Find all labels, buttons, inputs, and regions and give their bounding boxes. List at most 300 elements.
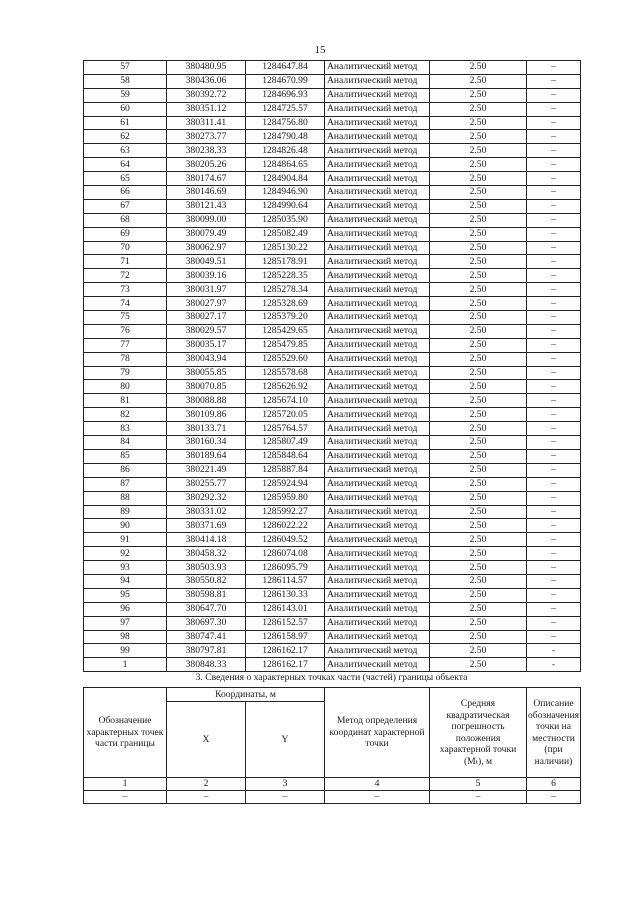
method: Аналитический метод [325, 408, 430, 422]
method: Аналитический метод [325, 602, 430, 616]
table-row [84, 394, 581, 408]
coord-y: 1286022.22 [246, 519, 325, 533]
table-cell: – [246, 790, 325, 803]
table-row [84, 602, 581, 616]
coord-x: 380070.85 [167, 380, 246, 394]
header-description: Описание обозначения точки на местности (при наличии) [527, 688, 581, 778]
coord-x: 380371.69 [167, 519, 246, 533]
table-row [84, 519, 581, 533]
point-number: 99 [84, 644, 167, 658]
coord-y: 1285529.60 [246, 352, 325, 366]
precision: 2.50 [430, 519, 527, 533]
method: Аналитический метод [325, 630, 430, 644]
method: Аналитический метод [325, 213, 430, 227]
point-number: 98 [84, 630, 167, 644]
precision: 2.50 [430, 602, 527, 616]
coord-y: 1286074.08 [246, 547, 325, 561]
table-row [84, 505, 581, 519]
point-number: 94 [84, 574, 167, 588]
coord-x: 380848.33 [167, 658, 246, 672]
description: – [527, 227, 581, 241]
header-method: Метод определения координат характерной точки [325, 688, 430, 778]
method: Аналитический метод [325, 269, 430, 283]
coord-x: 380088.88 [167, 394, 246, 408]
table-row [84, 227, 581, 241]
precision: 2.50 [430, 408, 527, 422]
precision: 2.50 [430, 311, 527, 325]
description: – [527, 324, 581, 338]
boundary-points-table [83, 60, 581, 672]
coord-y: 1286143.01 [246, 602, 325, 616]
description: - [527, 658, 581, 672]
method: Аналитический метод [325, 61, 430, 75]
coord-x: 380160.34 [167, 436, 246, 450]
coord-y: 1285278.34 [246, 283, 325, 297]
method: Аналитический метод [325, 88, 430, 102]
method: Аналитический метод [325, 463, 430, 477]
precision: 2.50 [430, 436, 527, 450]
precision: 2.50 [430, 491, 527, 505]
coord-x: 380055.85 [167, 366, 246, 380]
method: Аналитический метод [325, 352, 430, 366]
point-number: 87 [84, 477, 167, 491]
coord-y: 1285764.57 [246, 422, 325, 436]
coord-y: 1285178.91 [246, 255, 325, 269]
description: – [527, 158, 581, 172]
precision: 2.50 [430, 130, 527, 144]
table-row [84, 352, 581, 366]
description: – [527, 616, 581, 630]
table-row [84, 561, 581, 575]
coord-y: 1285429.65 [246, 324, 325, 338]
point-number: 88 [84, 491, 167, 505]
description: – [527, 533, 581, 547]
coord-x: 380027.17 [167, 311, 246, 325]
coord-x: 380503.93 [167, 561, 246, 575]
description: – [527, 588, 581, 602]
point-number: 85 [84, 449, 167, 463]
point-number: 79 [84, 366, 167, 380]
precision: 2.50 [430, 116, 527, 130]
coord-x: 380797.81 [167, 644, 246, 658]
method: Аналитический метод [325, 588, 430, 602]
description: – [527, 366, 581, 380]
method: Аналитический метод [325, 547, 430, 561]
method: Аналитический метод [325, 436, 430, 450]
precision: 2.50 [430, 588, 527, 602]
coord-x: 380292.32 [167, 491, 246, 505]
description: – [527, 102, 581, 116]
method: Аналитический метод [325, 130, 430, 144]
point-number: 82 [84, 408, 167, 422]
table-row [84, 158, 581, 172]
description: – [527, 477, 581, 491]
coord-x: 380331.02 [167, 505, 246, 519]
precision: 2.50 [430, 380, 527, 394]
description: – [527, 172, 581, 186]
coord-y: 1285130.22 [246, 241, 325, 255]
header-coordinates: Координаты, м [167, 688, 325, 702]
coord-x: 380238.33 [167, 144, 246, 158]
method: Аналитический метод [325, 324, 430, 338]
precision: 2.50 [430, 366, 527, 380]
header-designation: Обозначение характерных точек части границы [84, 688, 167, 778]
coord-y: 1286158.97 [246, 630, 325, 644]
coord-y: 1285887.84 [246, 463, 325, 477]
description: – [527, 61, 581, 75]
method: Аналитический метод [325, 297, 430, 311]
description: – [527, 116, 581, 130]
point-number: 83 [84, 422, 167, 436]
coord-y: 1286162.17 [246, 658, 325, 672]
coord-y: 1285379.20 [246, 311, 325, 325]
table-row [84, 436, 581, 450]
description: – [527, 574, 581, 588]
method: Аналитический метод [325, 644, 430, 658]
precision: 2.50 [430, 186, 527, 200]
description: – [527, 436, 581, 450]
coord-x: 380049.51 [167, 255, 246, 269]
table-row [84, 172, 581, 186]
description: – [527, 186, 581, 200]
coord-x: 380205.26 [167, 158, 246, 172]
method: Аналитический метод [325, 422, 430, 436]
precision: 2.50 [430, 505, 527, 519]
coord-x: 380079.49 [167, 227, 246, 241]
coord-x: 380697.30 [167, 616, 246, 630]
coord-y: 1285228.35 [246, 269, 325, 283]
table-cell: – [167, 790, 246, 803]
description: – [527, 547, 581, 561]
point-number: 81 [84, 394, 167, 408]
table-row [84, 213, 581, 227]
method: Аналитический метод [325, 477, 430, 491]
point-number: 91 [84, 533, 167, 547]
table-row [84, 588, 581, 602]
coord-y: 1285807.49 [246, 436, 325, 450]
method: Аналитический метод [325, 144, 430, 158]
coord-x: 380598.81 [167, 588, 246, 602]
section-3-title: 3. Сведения о характерных точках части (частей) границы объекта [195, 672, 468, 683]
coord-x: 380043.94 [167, 352, 246, 366]
coord-x: 380458.32 [167, 547, 246, 561]
table-row [84, 630, 581, 644]
description: – [527, 311, 581, 325]
description: – [527, 213, 581, 227]
description: – [527, 130, 581, 144]
coord-x: 380133.71 [167, 422, 246, 436]
method: Аналитический метод [325, 241, 430, 255]
method: Аналитический метод [325, 255, 430, 269]
precision: 2.50 [430, 644, 527, 658]
coord-y: 1285959.80 [246, 491, 325, 505]
description: – [527, 269, 581, 283]
method: Аналитический метод [325, 561, 430, 575]
precision: 2.50 [430, 61, 527, 75]
description: – [527, 338, 581, 352]
point-number: 84 [84, 436, 167, 450]
point-number: 97 [84, 616, 167, 630]
description: - [527, 644, 581, 658]
method: Аналитический метод [325, 505, 430, 519]
method: Аналитический метод [325, 102, 430, 116]
coord-x: 380035.17 [167, 338, 246, 352]
method: Аналитический метод [325, 172, 430, 186]
description: – [527, 297, 581, 311]
point-number: 95 [84, 588, 167, 602]
coord-x: 380174.67 [167, 172, 246, 186]
point-number: 58 [84, 74, 167, 88]
point-number: 75 [84, 311, 167, 325]
precision: 2.50 [430, 88, 527, 102]
coord-x: 380121.43 [167, 199, 246, 213]
method: Аналитический метод [325, 116, 430, 130]
table-row [84, 616, 581, 630]
coord-y: 1284904.84 [246, 172, 325, 186]
coord-y: 1285082.49 [246, 227, 325, 241]
description: – [527, 144, 581, 158]
point-number: 68 [84, 213, 167, 227]
method: Аналитический метод [325, 283, 430, 297]
table-row [84, 144, 581, 158]
point-number: 1 [84, 658, 167, 672]
point-number: 63 [84, 144, 167, 158]
column-number: 1 [84, 778, 167, 791]
table-row [84, 297, 581, 311]
table-row [84, 477, 581, 491]
header-x: X [167, 702, 246, 778]
point-number: 59 [84, 88, 167, 102]
precision: 2.50 [430, 283, 527, 297]
table-row [84, 338, 581, 352]
table-row [84, 324, 581, 338]
precision: 2.50 [430, 352, 527, 366]
column-number: 5 [430, 778, 527, 791]
method: Аналитический метод [325, 394, 430, 408]
point-number: 76 [84, 324, 167, 338]
table-row [84, 269, 581, 283]
point-number: 72 [84, 269, 167, 283]
coord-x: 380392.72 [167, 88, 246, 102]
table-row [84, 449, 581, 463]
coord-x: 380109.86 [167, 408, 246, 422]
table-row [84, 88, 581, 102]
point-number: 86 [84, 463, 167, 477]
point-number: 66 [84, 186, 167, 200]
description: – [527, 380, 581, 394]
method: Аналитический метод [325, 658, 430, 672]
table-row [84, 533, 581, 547]
description: – [527, 519, 581, 533]
description: – [527, 422, 581, 436]
point-number: 57 [84, 61, 167, 75]
method: Аналитический метод [325, 449, 430, 463]
point-number: 89 [84, 505, 167, 519]
coord-x: 380031.97 [167, 283, 246, 297]
precision: 2.50 [430, 241, 527, 255]
precision: 2.50 [430, 394, 527, 408]
coord-y: 1284696.93 [246, 88, 325, 102]
point-number: 93 [84, 561, 167, 575]
point-number: 60 [84, 102, 167, 116]
table-row [84, 790, 581, 803]
coord-y: 1285848.64 [246, 449, 325, 463]
coord-x: 380029.57 [167, 324, 246, 338]
precision: 2.50 [430, 269, 527, 283]
coord-y: 1284826.48 [246, 144, 325, 158]
description: – [527, 283, 581, 297]
method: Аналитический метод [325, 227, 430, 241]
point-number: 92 [84, 547, 167, 561]
point-number: 61 [84, 116, 167, 130]
table-row [84, 130, 581, 144]
description: – [527, 88, 581, 102]
point-number: 78 [84, 352, 167, 366]
coord-y: 1285674.10 [246, 394, 325, 408]
table-cell: – [527, 790, 581, 803]
precision: 2.50 [430, 449, 527, 463]
column-number: 6 [527, 778, 581, 791]
method: Аналитический метод [325, 519, 430, 533]
point-number: 90 [84, 519, 167, 533]
point-number: 67 [84, 199, 167, 213]
method: Аналитический метод [325, 338, 430, 352]
method: Аналитический метод [325, 199, 430, 213]
precision: 2.50 [430, 616, 527, 630]
method: Аналитический метод [325, 533, 430, 547]
coord-x: 380146.69 [167, 186, 246, 200]
description: – [527, 408, 581, 422]
point-number: 69 [84, 227, 167, 241]
description: – [527, 505, 581, 519]
coord-y: 1286114.57 [246, 574, 325, 588]
table-row [84, 283, 581, 297]
table-row [84, 380, 581, 394]
table-row [84, 574, 581, 588]
point-number: 77 [84, 338, 167, 352]
coord-x: 380436.06 [167, 74, 246, 88]
precision: 2.50 [430, 630, 527, 644]
coord-y: 1285626.92 [246, 380, 325, 394]
description: – [527, 199, 581, 213]
precision: 2.50 [430, 547, 527, 561]
column-number: 2 [167, 778, 246, 791]
coord-y: 1284946.90 [246, 186, 325, 200]
point-number: 70 [84, 241, 167, 255]
description: – [527, 255, 581, 269]
precision: 2.50 [430, 574, 527, 588]
precision: 2.50 [430, 158, 527, 172]
coord-x: 380221.49 [167, 463, 246, 477]
coord-y: 1286152.57 [246, 616, 325, 630]
precision: 2.50 [430, 561, 527, 575]
precision: 2.50 [430, 533, 527, 547]
coord-y: 1285924.94 [246, 477, 325, 491]
point-number: 73 [84, 283, 167, 297]
table-cell: – [430, 790, 527, 803]
method: Аналитический метод [325, 186, 430, 200]
precision: 2.50 [430, 338, 527, 352]
coord-y: 1284725.57 [246, 102, 325, 116]
description: – [527, 602, 581, 616]
description: – [527, 352, 581, 366]
point-number: 71 [84, 255, 167, 269]
description: – [527, 491, 581, 505]
page-number: 15 [314, 44, 326, 56]
coord-x: 380027.97 [167, 297, 246, 311]
method: Аналитический метод [325, 380, 430, 394]
point-number: 62 [84, 130, 167, 144]
coord-x: 380255.77 [167, 477, 246, 491]
coord-y: 1286130.33 [246, 588, 325, 602]
table-row [84, 186, 581, 200]
table-row [84, 74, 581, 88]
table-row [84, 422, 581, 436]
coord-x: 380480.95 [167, 61, 246, 75]
precision: 2.50 [430, 199, 527, 213]
coord-x: 380311.41 [167, 116, 246, 130]
coord-x: 380062.97 [167, 241, 246, 255]
method: Аналитический метод [325, 616, 430, 630]
part-points-table [83, 687, 581, 804]
table-row [84, 644, 581, 658]
precision: 2.50 [430, 74, 527, 88]
boundary-points-body [84, 61, 581, 672]
coord-y: 1284990.64 [246, 199, 325, 213]
precision: 2.50 [430, 422, 527, 436]
coord-y: 1284647.84 [246, 61, 325, 75]
table-cell: – [325, 790, 430, 803]
method: Аналитический метод [325, 366, 430, 380]
table-row [84, 547, 581, 561]
method: Аналитический метод [325, 311, 430, 325]
coord-y: 1284864.65 [246, 158, 325, 172]
description: – [527, 74, 581, 88]
point-number: 64 [84, 158, 167, 172]
description: – [527, 463, 581, 477]
table-cell: – [84, 790, 167, 803]
column-number: 3 [246, 778, 325, 791]
coord-x: 380099.00 [167, 213, 246, 227]
table-row [84, 463, 581, 477]
coord-y: 1286162.17 [246, 644, 325, 658]
coord-y: 1284670.99 [246, 74, 325, 88]
table-row [84, 366, 581, 380]
precision: 2.50 [430, 144, 527, 158]
coord-y: 1285328.69 [246, 297, 325, 311]
table-row [84, 241, 581, 255]
coord-y: 1284790.48 [246, 130, 325, 144]
coord-y: 1284756.80 [246, 116, 325, 130]
header-precision: Средняя квадратическая погрешность положения характерной точки (Мₜ), м [430, 688, 527, 778]
coord-x: 380351.12 [167, 102, 246, 116]
coord-x: 380414.18 [167, 533, 246, 547]
table-row [84, 199, 581, 213]
coord-x: 380039.16 [167, 269, 246, 283]
table-row [84, 491, 581, 505]
coord-y: 1285035.90 [246, 213, 325, 227]
table-row [84, 408, 581, 422]
method: Аналитический метод [325, 158, 430, 172]
coord-y: 1285578.68 [246, 366, 325, 380]
precision: 2.50 [430, 172, 527, 186]
description: – [527, 630, 581, 644]
header-y: Y [246, 702, 325, 778]
table-row [84, 255, 581, 269]
coord-x: 380273.77 [167, 130, 246, 144]
coord-y: 1285992.27 [246, 505, 325, 519]
precision: 2.50 [430, 255, 527, 269]
